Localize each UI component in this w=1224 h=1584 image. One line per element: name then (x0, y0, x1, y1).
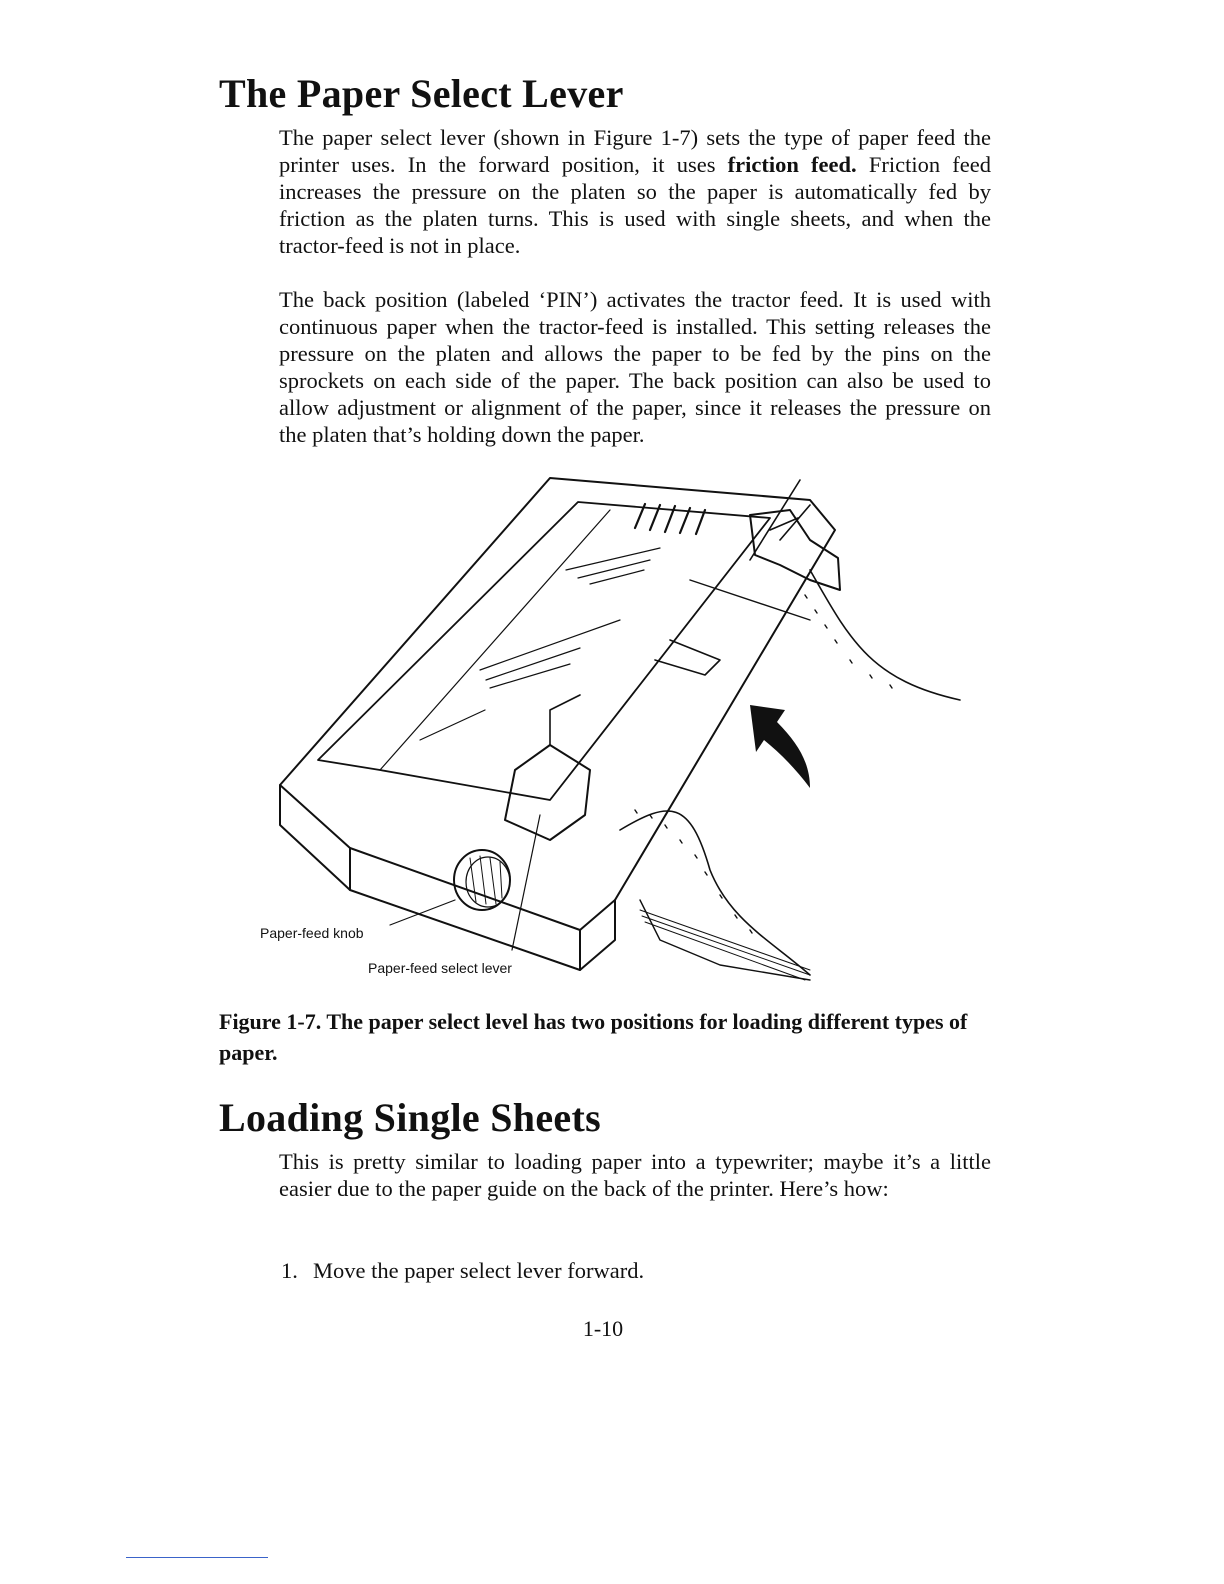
footer-rule (126, 1557, 268, 1558)
label-paper-feed-select-lever: Paper-feed select lever (368, 960, 512, 976)
list-item-number: 1. (281, 1258, 298, 1283)
paragraph-paper-select-intro (279, 124, 991, 259)
section-heading-loading-single-sheets: Loading Single Sheets (219, 1095, 601, 1140)
label-paper-feed-knob: Paper-feed knob (260, 925, 364, 941)
printer-front-face (280, 785, 615, 970)
list-item (281, 1257, 644, 1284)
section-heading-paper-select-lever: The Paper Select Lever (219, 71, 624, 116)
paragraph-back-position: The back position (labeled ‘PIN’) activates the tractor feed. It is used with continuous paper when the tractor-feed is installed. This setting releases the pressure on the platen and allows the paper to be fed by the pins on the sprockets on each side of the paper. The back position can also be used to allow adjustment or alignment of the paper, since it releases the pressure on the platen that’s holding down the paper. (279, 287, 991, 447)
paragraph-text: Friction feed increases the pressure on the platen so the paper is automatically fed by friction as the platen turns. This is used with single sheets, and when the tractor-feed is not in place. (279, 152, 991, 258)
print-head (505, 745, 590, 840)
printer-body (280, 478, 835, 930)
continuous-paper (620, 811, 810, 975)
direction-arrow (750, 705, 810, 788)
page-number: 1-10 (582, 1316, 624, 1341)
list-item-text: Move the paper select lever forward. (313, 1258, 645, 1283)
figure-caption: Figure 1-7. The paper select level has two positions for loading different types of paper. (219, 1009, 968, 1065)
paragraph-text: The paper select lever (shown in Figure 1-7) sets the type of paper feed the printer uses. In the forward position, it uses (279, 125, 991, 177)
paragraph-loading-intro: This is pretty similar to loading paper into a typewriter; maybe it’s a little easier due to the paper guide on the back of the printer. Here’s how: (279, 1149, 991, 1201)
friction-feed-term: friction feed. (727, 152, 857, 177)
printer-illustration (250, 470, 970, 990)
